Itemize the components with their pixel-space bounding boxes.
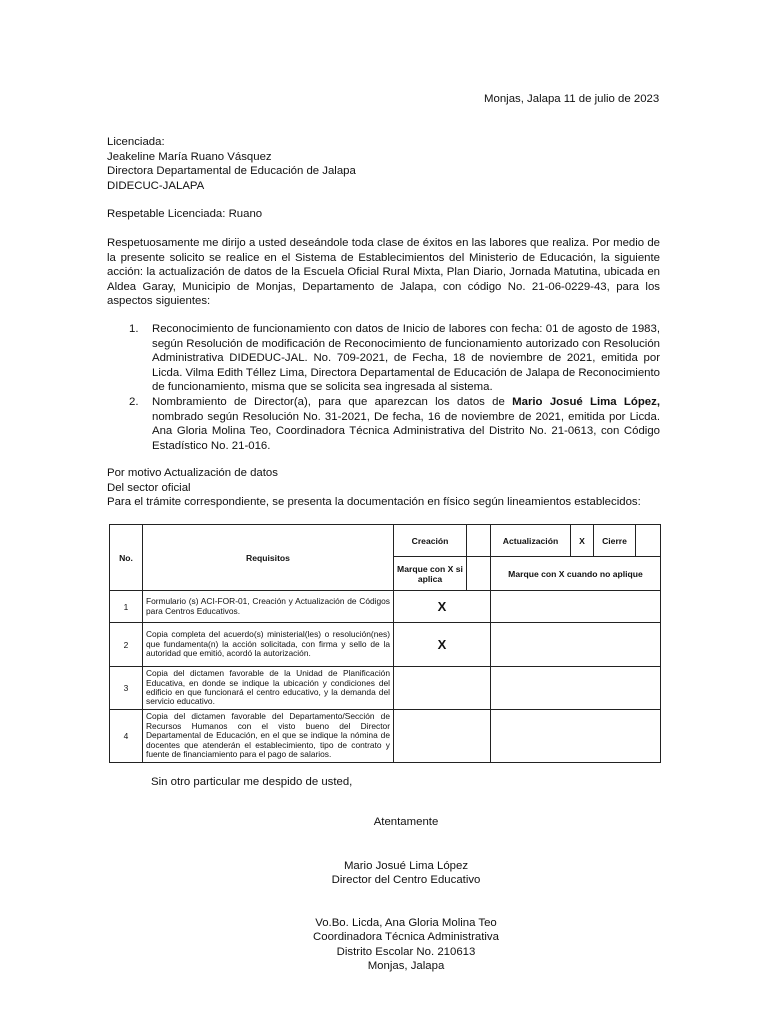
- signer-title: Director del Centro Educativo: [331, 874, 481, 887]
- motivo-line-2: Del sector oficial: [107, 481, 191, 494]
- closing-line: Sin otro particular me despido de usted,: [151, 776, 353, 788]
- header-requisitos: Requisitos: [143, 525, 394, 591]
- list-item: [107, 395, 660, 453]
- table-row: [110, 623, 661, 667]
- row-requirement: Formulario (s) ACI-FOR-01, Creación y Actualización de Códigos para Centros Educativos.: [143, 591, 394, 623]
- row-otros-mark: [491, 591, 661, 623]
- list-item-text: Reconocimiento de funcionamiento con datos de Inicio de labores con fecha: 01 de agosto de 1983, según Resolución de modificación de Reconocimiento de funcionamiento autorizado con Resolución Administrativa DIDEDUC-JAL. No. 709-2021, de Fecha, 18 de noviembre de 2021, emitida por Licda. Vilma Edith Téllez Lima, Directora Departamental de Educación de Jalapa de Reconocimiento de funcionamiento, misma que se solicita sea ingresada al sistema.: [152, 323, 661, 394]
- row-number: 3: [110, 667, 143, 710]
- row-creacion-mark: X: [394, 623, 491, 667]
- subheader-empty: [467, 557, 491, 591]
- list-item-number: 1.: [129, 323, 139, 335]
- row-otros-mark: [491, 667, 661, 710]
- row-number: 2: [110, 623, 143, 667]
- subheader-otros: Marque con X cuando no aplique: [491, 557, 661, 591]
- row-number: 1: [110, 591, 143, 623]
- header-creacion: Creación: [394, 525, 467, 557]
- header-cierre: Cierre: [594, 525, 636, 557]
- row-otros-mark: [491, 710, 661, 763]
- director-name-bold: Mario Josué Lima López,: [512, 395, 660, 408]
- atentamente: Atentamente: [373, 816, 439, 829]
- row-creacion-mark: [394, 667, 491, 710]
- list-item-number: 2.: [129, 395, 139, 408]
- header-no: No.: [110, 525, 143, 591]
- recipient-title: Licenciada:: [107, 136, 165, 148]
- motivo-line-1: Por motivo Actualización de datos: [107, 467, 278, 479]
- subheader-creacion: Marque con X si aplica: [394, 557, 467, 591]
- table-row: [110, 591, 661, 623]
- signer-name: Mario Josué Lima López: [343, 860, 469, 873]
- requirements-table: [109, 524, 661, 763]
- row-creacion-mark: [394, 710, 491, 763]
- aspects-list: [107, 322, 660, 453]
- date-line: Monjas, Jalapa 11 de julio de 2023: [484, 93, 660, 105]
- recipient-position: Directora Departamental de Educación de Jalapa: [107, 165, 356, 178]
- vobo-line-4: Monjas, Jalapa: [367, 960, 445, 973]
- actualizacion-mark: X: [571, 525, 594, 557]
- recipient-office: DIDECUC-JALAPA: [107, 179, 205, 192]
- vobo-line-1: Vo.Bo. Licda, Ana Gloria Molina Teo: [315, 917, 497, 930]
- creacion-checkbox-cell: [467, 525, 491, 557]
- table-row: [110, 710, 661, 763]
- recipient-name: Jeakeline María Ruano Vásquez: [107, 150, 272, 163]
- motivo-block: [107, 466, 667, 510]
- intro-paragraph: Respetuosamente me dirijo a usted deseándole toda clase de éxitos en las labores que realiza. Por medio de la presente solicito se realice en el Sistema de Establecimientos del Ministerio de Educación, la siguiente acción: la actualización de datos de la Escuela Oficial Rural Mixta, Plan Diario, Jornada Matutina, ubicada en Aldea Garay, Municipio de Monjas, Departamento de Jalapa, con código No. 21-06-0229-43, para los aspectos siguientes:: [107, 237, 660, 308]
- table-row: [110, 667, 661, 710]
- cierre-checkbox-cell: [636, 525, 661, 557]
- row-requirement: Copia del dictamen favorable de la Unidad de Planificación Educativa, en donde se indique la ubicación y condiciones del edificio en que funcionará el centro educativo, y la demanda del servicio educativo.: [143, 667, 394, 710]
- motivo-line-3: Para el trámite correspondiente, se presenta la documentación en físico según lineamientos establecidos:: [107, 496, 641, 509]
- row-otros-mark: [491, 623, 661, 667]
- row-number: 4: [110, 710, 143, 763]
- salutation: Respetable Licenciada: Ruano: [107, 208, 263, 220]
- list-item-text-before: Nombramiento de Director(a), para que aparezcan los datos de: [152, 395, 513, 408]
- header-actualizacion: Actualización: [491, 525, 571, 557]
- row-requirement: Copia del dictamen favorable del Departamento/Sección de Recursos Humanos con el visto bueno del Director Departamental de Educación, en el que se indique la nómina de docentes que atenderán el establecimiento, tipo de contrato y fuente de financiamiento para el pago de salarios.: [143, 710, 394, 763]
- list-item-text-after: nombrado según Resolución No. 31-2021, De fecha, 16 de noviembre de 2021, emitida por Licda. Ana Gloria Molina Teo, Coordinadora Técnica Administrativa del Distrito No. 21-0613, con Código Estadístico No. 21-016.: [152, 410, 660, 452]
- vobo-line-2: Coordinadora Técnica Administrativa: [313, 931, 499, 944]
- row-creacion-mark: X: [394, 591, 491, 623]
- recipient-block: [107, 135, 356, 193]
- vobo-line-3: Distrito Escolar No. 210613: [336, 946, 476, 959]
- list-item: [107, 322, 660, 395]
- row-requirement: Copia completa del acuerdo(s) ministerial(les) o resolución(nes) que fundamenta(n) la acción solicitada, con firma y sello de la autoridad que emitió, acordó la autorización.: [143, 623, 394, 667]
